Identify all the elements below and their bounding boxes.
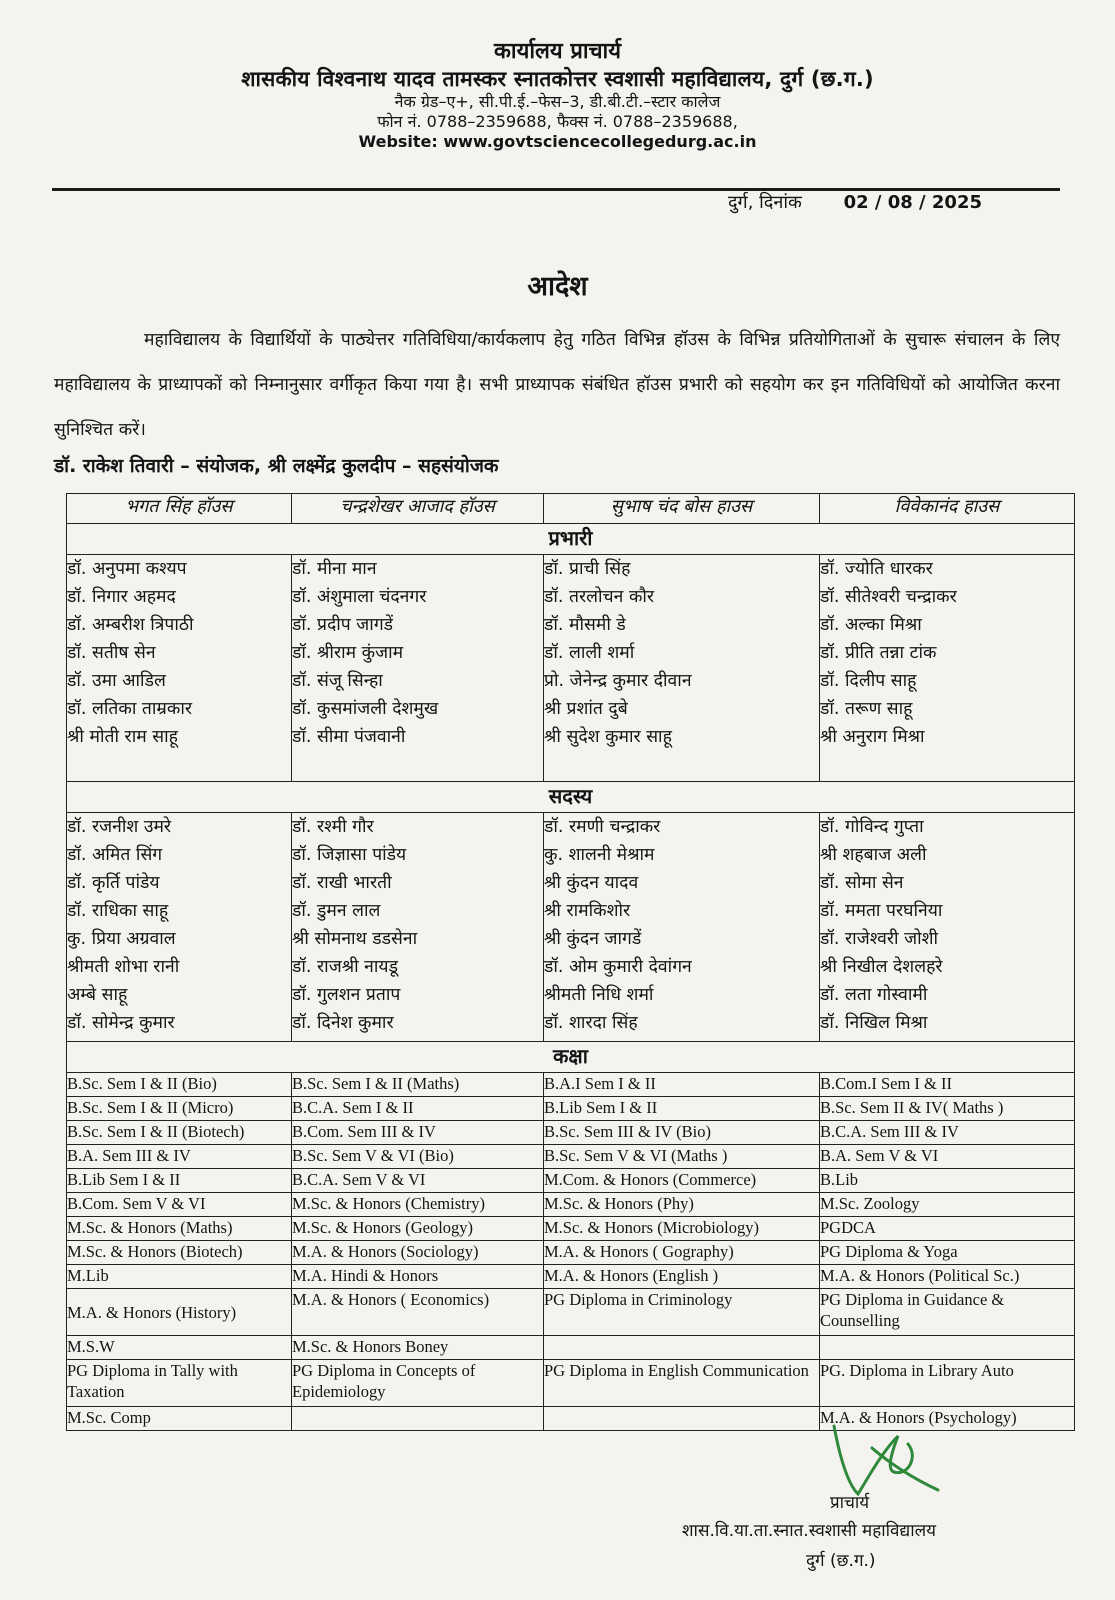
incharge-cell	[820, 555, 1075, 782]
website-line: Website: www.govtsciencecollegedurg.ac.in	[358, 131, 757, 151]
class-row	[67, 1169, 1075, 1193]
person-name: डॉ. प्रीति तन्ना टांक	[820, 643, 937, 663]
incharge-title: प्रभारी	[67, 524, 1075, 555]
person-name: डॉ. सोमेन्द्र कुमार	[67, 1013, 175, 1033]
class-cell: B.Sc. Sem V & VI (Maths )	[544, 1145, 820, 1169]
person-name: श्री निखील देशलहरे	[820, 957, 943, 977]
person-name: डॉ. ओम कुमारी देवांगन	[544, 957, 692, 977]
class-row	[67, 1360, 1075, 1407]
person-name: डॉ. रमणी चन्द्राकर	[544, 817, 661, 837]
person-name: डॉ. सीमा पंजवानी	[292, 727, 406, 747]
class-cell: B.Com.I Sem I & II	[820, 1073, 1075, 1097]
class-row	[67, 1289, 1075, 1336]
signature-stroke	[834, 1426, 938, 1494]
class-cell: M.Sc. & Honors (Maths)	[67, 1217, 292, 1241]
class-cell: PG Diploma in English Communication	[544, 1360, 820, 1407]
class-cell: B.A.I Sem I & II	[544, 1073, 820, 1097]
class-cell	[544, 1336, 820, 1360]
person-name: डॉ. मीना मान	[292, 559, 377, 579]
class-cell: M.A. & Honors (Psychology)	[820, 1407, 1075, 1431]
person-name: डॉ. उमा आडिल	[67, 671, 166, 691]
date-label: दुर्ग, दिनांक	[728, 192, 802, 213]
person-name: डॉ. डुमन लाल	[292, 901, 381, 921]
members-row	[67, 813, 1075, 1042]
class-row	[67, 1073, 1075, 1097]
class-cell: M.Sc. & Honors (Microbiology)	[544, 1217, 820, 1241]
person-name: डॉ. लता गोस्वामी	[820, 985, 928, 1005]
person-name: डॉ. गुलशन प्रताप	[292, 985, 401, 1005]
class-cell: B.Sc. Sem I & II (Micro)	[67, 1097, 292, 1121]
class-cell: PG Diploma in Criminology	[544, 1289, 820, 1336]
class-cell: B.Lib Sem I & II	[67, 1169, 292, 1193]
person-name: डॉ. शारदा सिंह	[544, 1013, 638, 1033]
class-cell: PG Diploma in Guidance & Counselling	[820, 1289, 1075, 1336]
person-name: डॉ. दिनेश कुमार	[292, 1013, 394, 1033]
person-name: श्रीमती शोभा रानी	[67, 957, 180, 977]
college-name: शासकीय विश्वनाथ यादव तामस्कर स्नातकोत्तर स्वशासी महाविद्यालय, दुर्ग (छ.ग.)	[241, 66, 874, 91]
person-name: डॉ. संजू सिन्हा	[292, 671, 383, 691]
class-cell: M.Sc. & Honors (Phy)	[544, 1193, 820, 1217]
person-name: डॉ. ममता परघनिया	[820, 901, 943, 921]
person-name: कु. प्रिया अग्रवाल	[67, 929, 176, 949]
person-name: श्री कुंदन यादव	[544, 873, 639, 893]
class-row	[67, 1097, 1075, 1121]
class-cell: B.C.A. Sem III & IV	[820, 1121, 1075, 1145]
house-allocation-table	[66, 493, 1075, 1431]
incharge-cell	[67, 555, 292, 782]
class-cell: PG Diploma & Yoga	[820, 1241, 1075, 1265]
class-cell: B.C.A. Sem V & VI	[292, 1169, 544, 1193]
class-cell: B.Sc. Sem I & II (Maths)	[292, 1073, 544, 1097]
incharge-cell	[544, 555, 820, 782]
class-cell: M.A. Hindi & Honors	[292, 1265, 544, 1289]
class-row	[67, 1241, 1075, 1265]
person-name: डॉ. तरूण साहू	[820, 699, 913, 719]
members-cell	[544, 813, 820, 1042]
class-cell: B.Lib	[820, 1169, 1075, 1193]
class-row	[67, 1336, 1075, 1360]
person-name: श्रीमती निधि शर्मा	[544, 985, 654, 1005]
incharge-row	[67, 555, 1075, 782]
class-row	[67, 1265, 1075, 1289]
class-cell: B.Com. Sem V & VI	[67, 1193, 292, 1217]
class-cell: M.Lib	[67, 1265, 292, 1289]
class-cell: M.Sc. & Honors Boney	[292, 1336, 544, 1360]
class-cell: M.A. & Honors (Sociology)	[292, 1241, 544, 1265]
person-name: डॉ. गोविन्द गुप्ता	[820, 817, 924, 837]
class-cell: M.Sc. Comp	[67, 1407, 292, 1431]
order-body: महाविद्यालय के विद्यार्थियों के पाठ्येत्तर गतिविधिया/कार्यकलाप हेतु गठित विभिन्न हॉउस के विभिन्न प्रतियोगिताओं के सुचारू संचालन के लिए महाविद्यालय के प्राध्यापकों को निम्नानुसार वर्गीकृत किया गया है। सभी प्राध्यापक संबंधित हॉउस प्रभारी को सहयोग कर इन गतिविधियों को आयोजित करना सुनिश्चित करें।	[54, 330, 1060, 440]
class-row	[67, 1217, 1075, 1241]
person-name: डॉ. राजश्री नायडू	[292, 957, 398, 977]
class-cell: M.Sc. & Honors (Chemistry)	[292, 1193, 544, 1217]
person-name: डॉ. लाली शर्मा	[544, 643, 635, 663]
class-cell: PG. Diploma in Library Auto	[820, 1360, 1075, 1407]
person-name: डॉ. अनुपमा कश्यप	[67, 559, 187, 579]
person-name: डॉ. लतिका ताम्रकार	[67, 699, 193, 719]
person-name: डॉ. राखी भारती	[292, 873, 392, 893]
person-name: डॉ. मौसमी डे	[544, 615, 626, 635]
person-name: डॉ. प्राची सिंह	[544, 559, 631, 579]
person-name: श्री मोती राम साहू	[67, 727, 178, 747]
person-name: श्री रामकिशोर	[544, 901, 631, 921]
person-name: श्री कुंदन जागडें	[544, 929, 642, 949]
person-name: प्रो. जेनेन्द्र कुमार दीवान	[544, 671, 692, 691]
class-cell: B.A. Sem V & VI	[820, 1145, 1075, 1169]
person-name: श्री सोमनाथ डडसेना	[292, 929, 418, 949]
person-name: डॉ. रजनीश उमरे	[67, 817, 172, 837]
person-name: डॉ. अल्का मिश्रा	[820, 615, 922, 635]
person-name: श्री प्रशांत दुबे	[544, 699, 628, 719]
class-cell: M.A. & Honors (History)	[67, 1289, 292, 1336]
person-name: डॉ. अमित सिंग	[67, 845, 163, 865]
classes-title-row	[67, 1042, 1075, 1073]
class-cell: B.Sc. Sem III & IV (Bio)	[544, 1121, 820, 1145]
class-cell: B.Lib Sem I & II	[544, 1097, 820, 1121]
class-cell: M.A. & Honors (Political Sc.)	[820, 1265, 1075, 1289]
person-name: डॉ. निगार अहमद	[67, 587, 176, 607]
class-cell: M.Sc. & Honors (Biotech)	[67, 1241, 292, 1265]
class-row	[67, 1193, 1075, 1217]
class-cell: B.Com. Sem III & IV	[292, 1121, 544, 1145]
person-name: डॉ. राधिका साहू	[67, 901, 169, 921]
house-header-row	[67, 494, 1075, 524]
members-title: सदस्य	[67, 782, 1075, 813]
person-name: डॉ. निखिल मिश्रा	[820, 1013, 928, 1033]
incharge-title-row	[67, 524, 1075, 555]
person-name: डॉ. सोमा सेन	[820, 873, 904, 893]
house-name-vivekanand: विवेकानंद हाउस	[820, 494, 1075, 524]
signatory-institution: शास.वि.या.ता.स्नात.स्वशासी महाविद्यालय	[682, 1521, 936, 1541]
date-value: 02 / 08 / 2025	[843, 192, 982, 213]
person-name: डॉ. रश्मी गौर	[292, 817, 374, 837]
person-name: अम्बे साहू	[67, 985, 128, 1005]
person-name: कु. शालनी मेश्राम	[544, 845, 655, 865]
class-cell: M.Sc. Zoology	[820, 1193, 1075, 1217]
class-cell	[544, 1407, 820, 1431]
person-name: डॉ. जिज्ञासा पांडेय	[292, 845, 407, 865]
class-cell: B.Sc. Sem I & II (Biotech)	[67, 1121, 292, 1145]
class-cell: B.A. Sem III & IV	[67, 1145, 292, 1169]
class-cell: M.Sc. & Honors (Geology)	[292, 1217, 544, 1241]
class-cell: M.Com. & Honors (Commerce)	[544, 1169, 820, 1193]
person-name: डॉ. अंशुमाला चंदनगर	[292, 587, 427, 607]
person-name: डॉ. सतीष सेन	[67, 643, 156, 663]
members-title-row	[67, 782, 1075, 813]
person-name: डॉ. प्रदीप जागडें	[292, 615, 394, 635]
signatory-place: दुर्ग (छ.ग.)	[806, 1551, 876, 1571]
class-cell: B.Sc. Sem II & IV( Maths )	[820, 1097, 1075, 1121]
house-name-bhagat-singh: भगत सिंह हॉउस	[67, 494, 292, 524]
signature-mark	[828, 1418, 940, 1498]
class-cell	[820, 1336, 1075, 1360]
date-line	[728, 190, 982, 214]
accreditation-line: नैक ग्रेड–ए+, सी.पी.ई.–फेस–3, डी.बी.टी.–स्टार कालेज	[394, 91, 721, 111]
class-cell: B.C.A. Sem I & II	[292, 1097, 544, 1121]
class-cell: PG Diploma in Tally with Taxation	[67, 1360, 292, 1407]
class-cell: M.A. & Honors ( Gography)	[544, 1241, 820, 1265]
members-cell	[292, 813, 544, 1042]
house-name-chandrashekhar-azad: चन्द्रशेखर आजाद हॉउस	[292, 494, 544, 524]
contact-line: फोन नं. 0788–2359688, फैक्स नं. 0788–2359688,	[377, 111, 738, 131]
classes-title: कक्षा	[67, 1042, 1075, 1073]
class-cell	[292, 1407, 544, 1431]
office-title: कार्यालय प्राचार्य	[493, 39, 622, 64]
class-cell: M.A. & Honors (English )	[544, 1265, 820, 1289]
person-name: डॉ. दिलीप साहू	[820, 671, 917, 691]
house-name-subhash-chand-bose: सुभाष चंद बोस हाउस	[544, 494, 820, 524]
person-name: डॉ. सीतेश्वरी चन्द्राकर	[820, 587, 957, 607]
members-cell	[67, 813, 292, 1042]
person-name: डॉ. तरलोचन कौर	[544, 587, 655, 607]
class-cell: B.Sc. Sem V & VI (Bio)	[292, 1145, 544, 1169]
order-title: आदेश	[527, 271, 588, 302]
person-name: डॉ. ज्योति धारकर	[820, 559, 933, 579]
class-cell: B.Sc. Sem I & II (Bio)	[67, 1073, 292, 1097]
person-name: श्री अनुराग मिश्रा	[820, 727, 925, 747]
class-row	[67, 1145, 1075, 1169]
letterhead	[0, 38, 1115, 152]
class-row	[67, 1121, 1075, 1145]
person-name: डॉ. अम्बरीश त्रिपाठी	[67, 615, 194, 635]
signatory-title: प्राचार्य	[830, 1493, 870, 1513]
class-cell: PGDCA	[820, 1217, 1075, 1241]
class-cell: M.A. & Honors ( Economics)	[292, 1289, 544, 1336]
incharge-cell	[292, 555, 544, 782]
person-name: डॉ. राजेश्वरी जोशी	[820, 929, 939, 949]
person-name: डॉ. कुसमांजली देशमुख	[292, 699, 439, 719]
class-cell: PG Diploma in Concepts of Epidemiology	[292, 1360, 544, 1407]
person-name: डॉ. कृर्ति पांडेय	[67, 873, 160, 893]
person-name: डॉ. श्रीराम कुंजाम	[292, 643, 404, 663]
coordinators-line: डॉ. राकेश तिवारी – संयोजक, श्री लक्ष्मेंद्र कुलदीप – सहसंयोजक	[54, 455, 499, 477]
person-name: श्री सुदेश कुमार साहू	[544, 727, 672, 747]
person-name: श्री शहबाज अली	[820, 845, 927, 865]
class-cell: M.S.W	[67, 1336, 292, 1360]
members-cell	[820, 813, 1075, 1042]
